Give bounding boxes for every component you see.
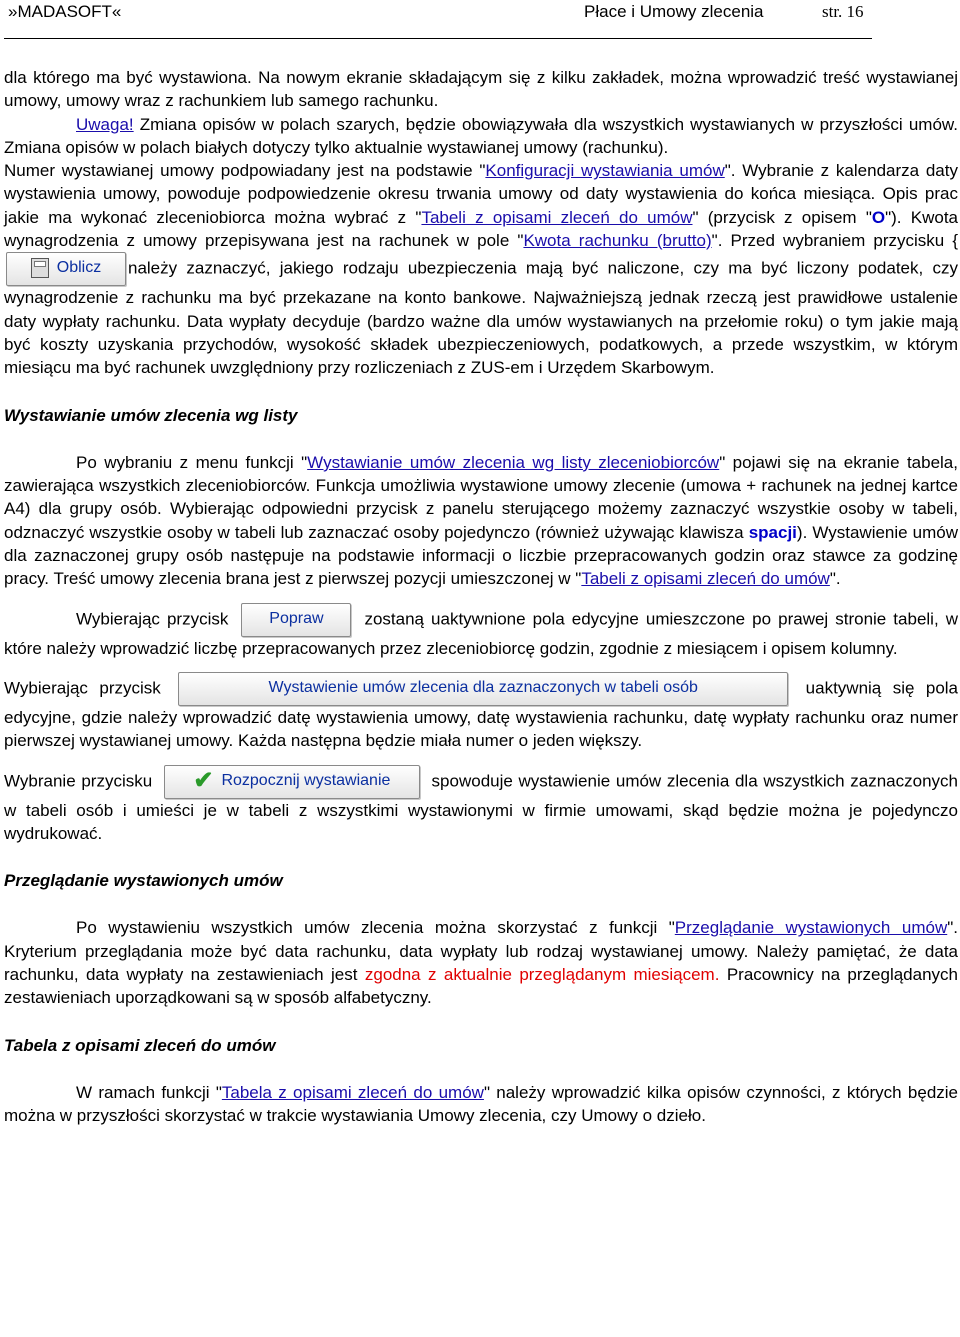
section-heading: Tabela z opisami zleceń do umów: [4, 1035, 276, 1055]
popraw-button[interactable]: Popraw: [241, 603, 351, 637]
kwota-rachunku-link[interactable]: Kwota rachunku (brutto): [523, 231, 712, 251]
section-heading: Wystawianie umów zlecenia wg listy: [4, 405, 298, 425]
paragraph-text: " pojawi się na ekranie tabela, zawierająca wszystkich zleceniobiorców. Funkcja umożliwia wystawione umowy zlecenie (umowa + rachunek na jednej kartce A4) dla grupy osób. Wybierając odpowiedni przycisk z panelu sterującego możemy zaznaczyć wszystkie osoby w tabeli, odznaczyć wszystkie osoby w tabeli lub zaznaczać osoby pojedynczo (również używając klawisza: [4, 452, 958, 542]
tabela-opisow-link[interactable]: Tabeli z opisami zleceń do umów: [421, 207, 693, 227]
paragraph-text: uaktywnią się pola edycyjne, gdzie należy wprowadzić datę wystawienia umowy, datę wystawienia rachunku, datę wypłaty rachunku oraz numer pierwszej wystawianej umowy. Każda następna będzie miała numer o jeden większy.: [4, 678, 959, 751]
paragraph-text: Wybierając przycisk: [4, 678, 161, 698]
paragraph-numer: [4, 159, 958, 379]
przegladanie-link[interactable]: Przeglądanie wystawionych umów: [674, 918, 948, 938]
uwaga-link[interactable]: Uwaga!: [76, 114, 134, 134]
paragraph-rozpocznij: [4, 765, 958, 846]
paragraph-text: Zmiana opisów w polach szarych, będzie obowiązywała dla wszystkich wystawianych w przyszłości umów. Zmiana opisów w polach białych dotyczy tylko aktualnie wystawianej umowy (rachunku).: [4, 114, 958, 157]
rozpocznij-button-label: Rozpocznij wystawianie: [221, 771, 391, 789]
paragraph-text: " (przycisk z opisem ": [692, 207, 872, 227]
konfiguracja-link[interactable]: Konfiguracji wystawiania umów: [485, 161, 725, 181]
tabela-opisow-link-3[interactable]: Tabela z opisami zleceń do umów: [221, 1082, 484, 1102]
paragraph-text: Wybierając przycisk: [76, 609, 229, 629]
paragraph-text: Wybranie przycisku: [4, 771, 153, 791]
highlight-text: zgodna z aktualnie przeglądanym miesiącem.: [364, 965, 720, 985]
oblicz-button[interactable]: [6, 252, 126, 286]
paragraph-text: "). Kwota wynagrodzenia z umowy przepisywana jest na rachunek w pole ": [4, 207, 958, 251]
wystawienie-umow-button[interactable]: Wystawienie umów zlecenia dla zaznaczonych w tabeli osób: [178, 672, 788, 706]
paragraph-wystawienie: [4, 672, 958, 753]
paragraph-text: należy zaznaczyć, jakiego rodzaju ubezpieczenia mają być naliczone, czy ma być liczony podatek, czy wynagrodzenie z rachunku ma być przekazane na konto bankowe. Najważniejszą jednak rzeczą jest prawidłowe ustalenie daty wypłaty rachunku. Data wypłaty decyduje (bardzo ważne dla umów wystawianych na przełomie roku) o tym jakie mają być koszty uzyskania przychodów, wysokość składek ubezpieczeniowych, podatkowych, a przede wszystkim, w którym miesiącu ma być rachunek uwzględniony przy rozliczeniach z ZUS-em i Urzędem Skarbowym.: [4, 258, 958, 378]
paragraph-text: " należy wprowadzić kilka opisów czynności, z których będzie można w przyszłości skorzystać w trakcie wystawiania Umowy zlecenia, czy Umowy o dzieło.: [4, 1082, 959, 1126]
wystawianie-wg-listy-link[interactable]: Wystawianie umów zlecenia wg listy zleceniobiorców: [307, 452, 720, 472]
header-brand: »MADASOFT«: [8, 2, 122, 21]
paragraph-text: ". Kryterium przeglądania może być data rachunku, data wypłaty lub rodzaj wystawianej umowy. Należy pamiętać, że data rachunku, data wypłaty na zestawieniach jest: [4, 918, 958, 985]
paragraph-text: ). Wystawienie umów dla zaznaczonej grupy osób następuje na podstawie informacji o liczbie przepracowanych godzin oraz stawce za godzinę pracy. Treść umowy zlecenia brana jest z pierwszej pozycji umieszczonej w ": [4, 522, 959, 589]
header-title: Płace i Umowy zlecenia: [584, 2, 764, 21]
spacja-key: spacji: [748, 522, 797, 542]
document-body: [4, 66, 958, 1128]
paragraph-text: zostaną uaktywnione pola edycyjne umieszczone po prawej stronie tabeli, w które należy wprowadzić liczbę przepracowanych przez zleceniobiorcę godzin, zgodnie z miesiącem i opisem kolumny.: [4, 609, 958, 658]
page-header: [4, 0, 956, 26]
paragraph-wg-listy: [4, 451, 958, 591]
paragraph-przegladanie: [4, 916, 958, 1009]
oblicz-button-label: Oblicz: [56, 259, 102, 277]
paragraph-popraw: [4, 603, 958, 660]
paragraph-text: W ramach funkcji ": [76, 1082, 222, 1102]
tabela-opisow-link-2[interactable]: Tabeli z opisami zleceń do umów: [581, 569, 830, 589]
paragraph-text: spowoduje wystawienie umów zlecenia dla wszystkich zaznaczonych w tabeli osób i umieści je w tabeli z wszystkimi wystawionymi w firmie umowami, skąd będzie można je pojedynczo wydrukować.: [4, 771, 958, 843]
calculator-icon: [31, 258, 49, 278]
paragraph-text: Numer wystawianej umowy podpowiadany jest na podstawie ": [4, 161, 486, 181]
paragraph: [4, 66, 958, 113]
paragraph-uwaga: [4, 113, 958, 160]
paragraph-text: Po wybraniu z menu funkcji ": [76, 452, 308, 472]
paragraph-text: Pracownicy na przeglądanych zestawieniach uporządkowani są w sposób alfabetyczny.: [4, 965, 958, 1008]
paragraph-text: Po wystawieniu wszystkich umów zlecenia można skorzystać z funkcji ": [76, 918, 675, 938]
paragraph-tabela: [4, 1081, 958, 1128]
paragraph-text: dla którego ma być wystawiona. Na nowym ekranie składającym się z kilku zakładek, można wprowadzić treść wystawianej umowy, umowy wraz z rachunkiem lub samego rachunku.: [4, 68, 958, 111]
rozpocznij-wystawianie-button[interactable]: [164, 765, 420, 799]
paragraph-text: ". Wybranie z kalendarza daty wystawienia umowy, powoduje podpowiedzenie okresu trwania umowy od daty wystawienia do końca miesiąca. Opis prac jakie ma wykonać zleceniobiorca można wybrać z ": [4, 161, 958, 227]
checkmark-icon: ✔: [193, 766, 214, 794]
paragraph-text: ".: [829, 569, 841, 589]
section-heading: Przeglądanie wystawionych umów: [4, 871, 283, 891]
header-rule: [4, 38, 872, 39]
paragraph-text: ". Przed wybraniem przycisku {: [711, 231, 959, 251]
header-page-number: str. 16: [822, 2, 864, 21]
o-key: O: [871, 207, 886, 227]
